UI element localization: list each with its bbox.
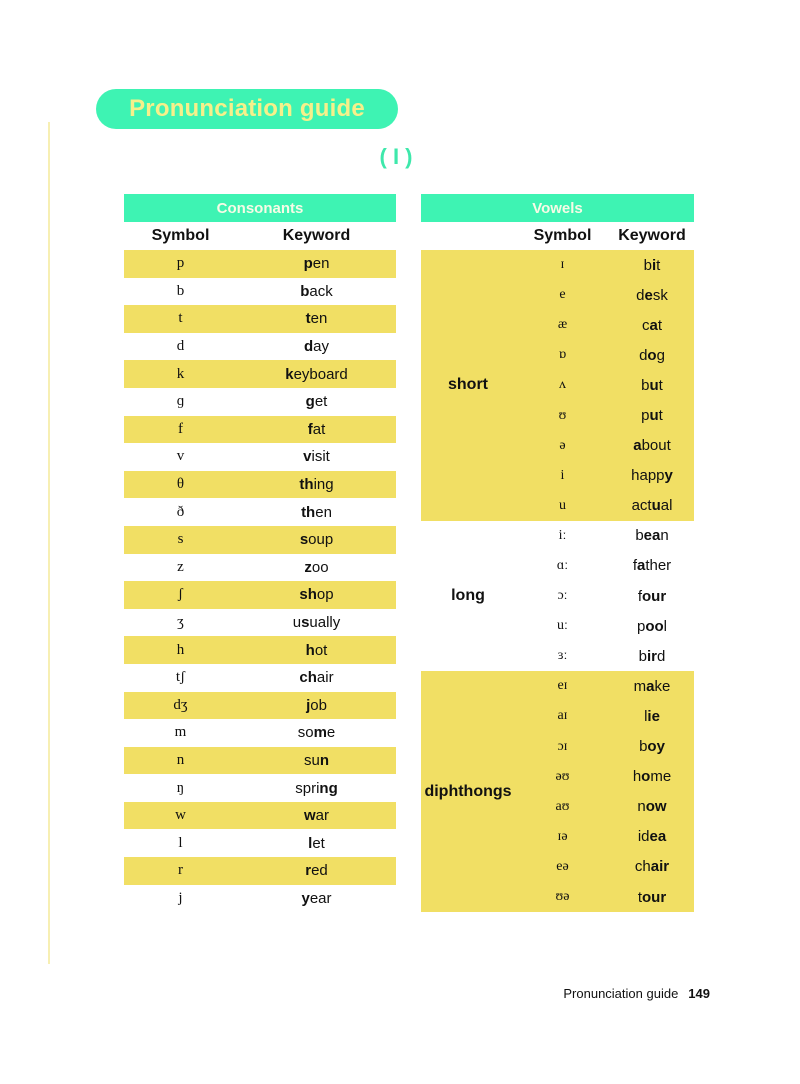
symbol-cell: ŋ — [176, 779, 185, 796]
keyword-suffix: ack — [309, 282, 333, 300]
vowel-row — [515, 461, 694, 491]
consonant-row — [124, 333, 396, 361]
keyword-prefix: f — [637, 587, 642, 605]
symbol-cell: ə — [559, 437, 566, 453]
keyword-suffix: ot — [314, 641, 328, 659]
keyword-suffix: ob — [310, 696, 327, 714]
consonant-row — [124, 885, 396, 913]
keyword-highlight: ea — [643, 527, 661, 545]
vowel-row — [515, 491, 694, 521]
vowel-row — [515, 641, 694, 671]
keyword-highlight: u — [649, 407, 659, 425]
group-rows — [515, 250, 694, 521]
keyword-suffix: op — [316, 586, 334, 604]
vowel-row — [515, 882, 694, 912]
symbol-cell: b — [176, 282, 185, 299]
vowel-row — [515, 310, 694, 340]
keyword-column-header: Keyword — [282, 227, 351, 244]
keyword-cell — [610, 257, 694, 274]
keyword-cell — [237, 780, 396, 797]
keyword-highlight: oo — [645, 617, 664, 635]
keyword-cell — [610, 798, 694, 815]
consonant-row — [124, 498, 396, 526]
keyword-highlight: g — [305, 393, 315, 411]
symbol-cell: ʌ — [559, 377, 566, 393]
page-number: 149 — [688, 986, 710, 1001]
keyword-prefix: id — [637, 828, 650, 846]
symbol-cell: s — [177, 531, 184, 548]
consonant-row — [124, 360, 396, 388]
symbol-cell: ʒ — [177, 614, 184, 631]
keyword-suffix: isit — [311, 448, 330, 466]
symbol-cell: ʊ — [558, 407, 567, 423]
keyword-cell — [610, 768, 694, 785]
keyword-highlight: y — [664, 467, 673, 485]
keyword-highlight: sh — [299, 586, 317, 604]
keyword-suffix: et — [314, 393, 328, 411]
keyword-prefix: d — [636, 286, 645, 304]
keyword-highlight: n — [319, 751, 329, 769]
symbol-column-header: Symbol — [151, 227, 210, 244]
symbol-cell: əʊ — [555, 768, 570, 784]
keyword-suffix: me — [650, 768, 672, 786]
keyword-cell — [237, 421, 396, 438]
keyword-highlight: ow — [645, 798, 667, 816]
keyword-prefix: l — [644, 707, 648, 725]
keyword-cell — [237, 862, 396, 879]
symbol-cell: tʃ — [175, 669, 186, 686]
keyword-highlight: oy — [647, 738, 665, 756]
symbol-cell: k — [176, 365, 185, 382]
keyword-suffix: sk — [652, 286, 668, 304]
keyword-cell — [237, 366, 396, 383]
symbol-cell: t — [178, 310, 183, 327]
symbol-cell: aɪ — [557, 708, 568, 724]
consonant-row — [124, 664, 396, 692]
keyword-cell — [237, 255, 396, 272]
symbol-cell: z — [177, 558, 184, 575]
keyword-suffix: ually — [309, 614, 341, 632]
page-title: Pronunciation guide — [129, 95, 365, 122]
consonant-row — [124, 388, 396, 416]
keyword-prefix: spri — [295, 779, 320, 797]
vowel-group-diphthongs — [421, 671, 694, 912]
keyword-cell — [237, 559, 396, 576]
title-banner — [96, 89, 398, 129]
keyword-suffix: ke — [654, 677, 671, 695]
keyword-highlight: th — [299, 476, 314, 494]
keyword-highlight: r — [305, 862, 312, 880]
keyword-cell — [237, 835, 396, 852]
vowel-row — [515, 701, 694, 731]
keyword-prefix: b — [641, 376, 650, 394]
keyword-suffix: eyboard — [293, 365, 348, 383]
keyword-highlight: h — [305, 641, 315, 659]
vowels-table — [421, 194, 694, 912]
keyword-highlight: ir — [646, 647, 657, 665]
consonant-row — [124, 636, 396, 664]
vowels-column-headers — [421, 222, 694, 250]
keyword-highlight: y — [301, 889, 310, 907]
keyword-suffix: t — [656, 256, 661, 274]
keyword-suffix: al — [660, 497, 673, 515]
keyword-cell — [237, 283, 396, 300]
consonant-row — [124, 609, 396, 637]
keyword-suffix: oo — [311, 558, 329, 576]
keyword-prefix: t — [637, 888, 642, 906]
keyword-highlight: v — [303, 448, 312, 466]
consonants-rows — [124, 250, 396, 912]
keyword-prefix: p — [636, 617, 646, 635]
keyword-highlight: e — [644, 286, 653, 304]
consonants-column-headers — [124, 222, 396, 250]
keyword-cell — [610, 407, 694, 424]
keyword-cell — [610, 377, 694, 394]
group-rows — [515, 521, 694, 671]
keyword-cell — [610, 858, 694, 875]
keyword-cell — [237, 476, 396, 493]
part-label: ( I ) — [379, 144, 413, 169]
consonant-row — [124, 857, 396, 885]
keyword-cell — [610, 889, 694, 906]
keyword-cell — [610, 708, 694, 725]
vowel-row — [515, 822, 694, 852]
symbol-cell: æ — [557, 317, 568, 333]
keyword-highlight: a — [633, 437, 642, 455]
keyword-prefix: b — [643, 256, 652, 274]
keyword-highlight: a — [646, 677, 655, 695]
keyword-highlight: s — [301, 614, 310, 632]
keyword-cell — [610, 467, 694, 484]
symbol-cell: h — [176, 641, 185, 658]
keyword-cell — [237, 614, 396, 631]
keyword-highlight: o — [641, 768, 651, 786]
symbol-cell: ð — [176, 503, 185, 520]
keyword-cell — [237, 724, 396, 741]
group-label: diphthongs — [424, 782, 512, 800]
vowel-row — [515, 400, 694, 430]
keyword-prefix: d — [639, 346, 648, 364]
keyword-prefix: b — [638, 647, 647, 665]
keyword-suffix: ther — [645, 557, 672, 575]
group-label: long — [451, 587, 485, 605]
keyword-highlight: a — [636, 557, 646, 575]
consonant-row — [124, 747, 396, 775]
keyword-suffix: ear — [309, 889, 332, 907]
keyword-suffix: e — [326, 724, 336, 742]
symbol-cell: θ — [176, 476, 185, 493]
vowel-row — [515, 280, 694, 310]
vowel-row — [515, 551, 694, 581]
consonants-table — [124, 194, 396, 912]
keyword-suffix: l — [663, 617, 667, 635]
keyword-cell — [610, 527, 694, 544]
keyword-highlight: a — [649, 316, 658, 334]
keyword-highlight: our — [642, 587, 667, 605]
keyword-prefix: b — [635, 527, 644, 545]
keyword-cell — [237, 338, 396, 355]
vowel-row — [515, 792, 694, 822]
keyword-prefix: happ — [631, 467, 665, 485]
symbol-cell: ɔː — [557, 588, 568, 604]
keyword-highlight: m — [313, 724, 327, 742]
keyword-cell — [610, 738, 694, 755]
consonant-row — [124, 278, 396, 306]
symbol-cell: ɪ — [560, 257, 565, 273]
keyword-suffix: en — [315, 503, 332, 521]
keyword-prefix: h — [632, 768, 642, 786]
keyword-suffix: t — [658, 407, 663, 425]
symbol-cell: ʊə — [555, 889, 570, 905]
keyword-prefix: p — [641, 407, 650, 425]
keyword-cell — [237, 531, 396, 548]
margin-rule — [48, 122, 50, 964]
keyword-highlight: j — [306, 696, 311, 714]
vowel-row — [515, 671, 694, 701]
consonant-row — [124, 250, 396, 278]
keyword-cell — [237, 448, 396, 465]
symbol-cell: v — [176, 448, 185, 465]
keyword-cell — [237, 890, 396, 907]
keyword-suffix: bout — [641, 437, 671, 455]
keyword-highlight: ie — [647, 707, 660, 725]
keyword-cell — [610, 618, 694, 635]
keyword-highlight: ea — [649, 828, 667, 846]
keyword-suffix: n — [660, 527, 669, 545]
symbol-cell: ɒ — [558, 347, 567, 363]
keyword-suffix: g — [656, 346, 665, 364]
keyword-highlight: u — [651, 497, 661, 515]
keyword-highlight: i — [652, 256, 657, 274]
keyword-highlight: s — [299, 531, 309, 549]
vowel-row — [515, 732, 694, 762]
consonant-row — [124, 829, 396, 857]
keyword-highlight: o — [647, 346, 657, 364]
keyword-highlight: b — [300, 282, 310, 300]
symbol-cell: j — [178, 889, 183, 906]
vowel-row — [515, 340, 694, 370]
vowel-row — [515, 762, 694, 792]
symbol-column-header: Symbol — [533, 227, 592, 244]
symbol-cell: aʊ — [555, 798, 570, 814]
keyword-suffix: t — [657, 316, 662, 334]
keyword-highlight: w — [303, 807, 316, 825]
vowel-row — [515, 852, 694, 882]
keyword-highlight: ch — [299, 669, 317, 687]
keyword-suffix: ing — [313, 476, 334, 494]
keyword-prefix: ch — [634, 858, 651, 876]
symbol-cell: eə — [556, 858, 569, 874]
keyword-cell — [237, 586, 396, 603]
symbol-cell: u — [559, 497, 566, 513]
page-footer — [520, 986, 710, 1001]
keyword-suffix: d — [657, 647, 666, 665]
symbol-cell: ɡ — [176, 393, 185, 410]
keyword-prefix: u — [292, 614, 302, 632]
keyword-highlight: f — [307, 420, 313, 438]
keyword-cell — [610, 557, 694, 574]
symbol-cell: eɪ — [557, 678, 568, 694]
vowels-groups — [421, 250, 694, 912]
symbol-cell: ɑː — [556, 557, 569, 573]
symbol-cell: ɔɪ — [557, 738, 568, 754]
keyword-cell — [237, 642, 396, 659]
keyword-highlight: our — [642, 888, 667, 906]
keyword-prefix: su — [303, 751, 320, 769]
group-rows — [515, 671, 694, 912]
group-label: short — [448, 376, 488, 394]
consonant-row — [124, 305, 396, 333]
vowel-row — [515, 431, 694, 461]
symbol-cell: p — [176, 255, 185, 272]
symbol-cell: m — [174, 724, 187, 741]
keyword-cell — [237, 393, 396, 410]
consonant-row — [124, 443, 396, 471]
keyword-suffix: air — [316, 669, 334, 687]
keyword-suffix: ed — [311, 862, 328, 880]
vowel-row — [515, 250, 694, 280]
keyword-cell — [610, 828, 694, 845]
vowel-row — [515, 370, 694, 400]
keyword-suffix: at — [312, 420, 326, 438]
keyword-prefix: f — [632, 557, 637, 575]
consonant-row — [124, 581, 396, 609]
keyword-highlight: air — [650, 858, 670, 876]
symbol-cell: dʒ — [173, 696, 188, 713]
keyword-highlight: th — [301, 503, 316, 521]
symbol-cell: d — [176, 338, 185, 355]
vowel-row — [515, 611, 694, 641]
keyword-cell — [237, 669, 396, 686]
keyword-cell — [610, 317, 694, 334]
symbol-cell: w — [175, 807, 186, 824]
consonant-row — [124, 416, 396, 444]
vowel-row — [515, 581, 694, 611]
keyword-cell — [610, 648, 694, 665]
keyword-cell — [610, 678, 694, 695]
consonant-row — [124, 692, 396, 720]
keyword-prefix: b — [639, 738, 648, 756]
keyword-cell — [237, 697, 396, 714]
keyword-highlight: l — [308, 834, 313, 852]
consonant-row — [124, 774, 396, 802]
consonant-row — [124, 719, 396, 747]
keyword-cell — [610, 287, 694, 304]
keyword-suffix: ar — [315, 807, 329, 825]
symbol-cell: r — [178, 862, 183, 879]
keyword-column-header: Keyword — [618, 227, 686, 244]
symbol-cell: ɪə — [557, 828, 568, 844]
keyword-suffix: t — [658, 376, 663, 394]
symbol-cell: ɜː — [557, 648, 568, 664]
keyword-prefix: so — [297, 724, 314, 742]
consonant-row — [124, 471, 396, 499]
symbol-cell: e — [559, 287, 566, 303]
keyword-highlight: d — [303, 338, 314, 356]
symbol-cell: n — [176, 751, 185, 768]
keyword-cell — [610, 588, 694, 605]
keyword-highlight: ng — [319, 779, 338, 797]
vowel-group-long — [421, 521, 694, 671]
keyword-cell — [237, 504, 396, 521]
vowels-header: Vowels — [421, 194, 694, 222]
keyword-suffix: et — [312, 834, 325, 852]
keyword-prefix: n — [637, 798, 646, 816]
vowel-row — [515, 521, 694, 551]
keyword-suffix: en — [310, 310, 328, 328]
keyword-cell — [610, 497, 694, 514]
consonants-header: Consonants — [124, 194, 396, 222]
keyword-suffix: en — [312, 255, 330, 273]
keyword-suffix: oup — [308, 531, 334, 549]
symbol-cell: iː — [558, 527, 567, 543]
keyword-highlight: p — [303, 255, 313, 273]
consonant-row — [124, 554, 396, 582]
symbol-cell: uː — [557, 618, 568, 634]
symbol-cell: f — [178, 420, 183, 437]
keyword-highlight: u — [649, 376, 659, 394]
symbol-cell: ʃ — [178, 586, 183, 603]
keyword-cell — [610, 347, 694, 364]
keyword-prefix: c — [641, 316, 650, 334]
consonant-row — [124, 802, 396, 830]
keyword-prefix: m — [633, 677, 647, 695]
keyword-highlight: z — [304, 558, 312, 576]
keyword-cell — [237, 807, 396, 824]
keyword-prefix: act — [631, 497, 652, 515]
keyword-highlight: t — [305, 310, 311, 328]
keyword-cell — [237, 310, 396, 327]
symbol-cell: i — [560, 467, 565, 483]
vowel-group-short — [421, 250, 694, 521]
symbol-cell: l — [178, 834, 183, 851]
keyword-highlight: k — [285, 365, 294, 383]
keyword-cell — [610, 437, 694, 454]
keyword-suffix: ay — [313, 338, 329, 356]
consonant-row — [124, 526, 396, 554]
footer-label: Pronunciation guide — [563, 986, 679, 1001]
keyword-cell — [237, 752, 396, 769]
